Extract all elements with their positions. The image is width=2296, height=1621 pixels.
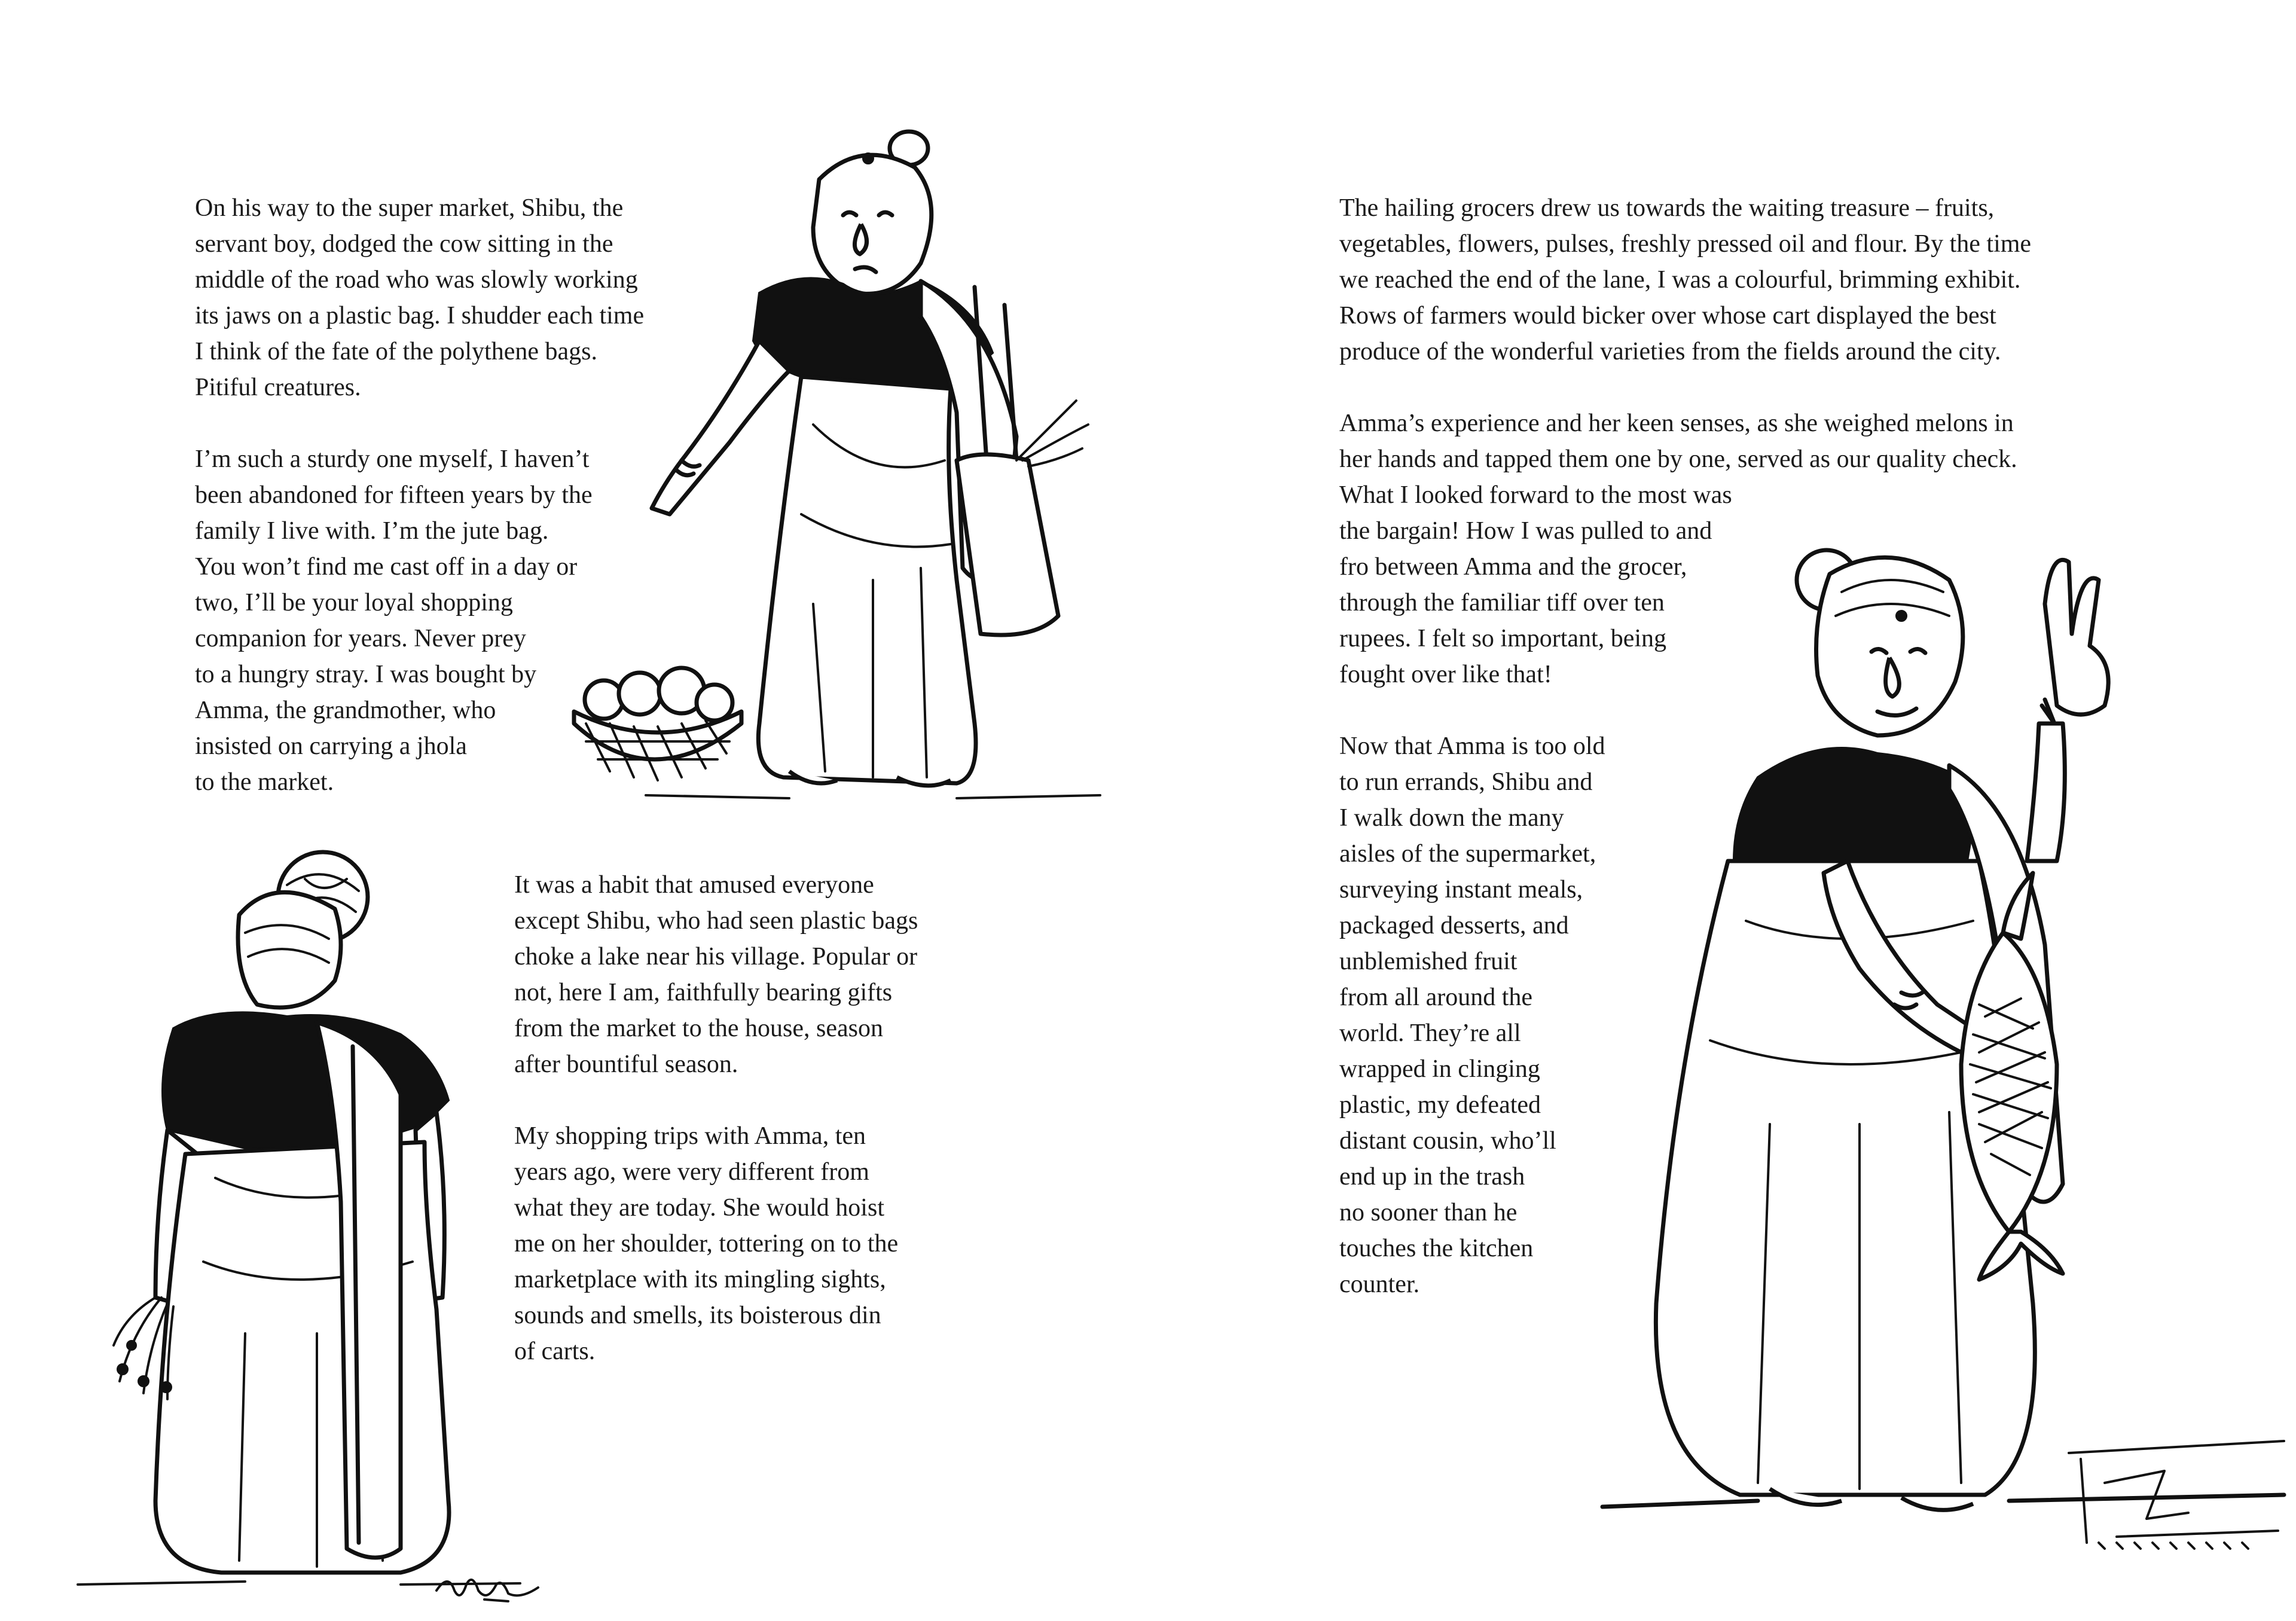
- paragraph-jute-bag: I’m such a sturdy one myself, I haven’t been abandoned for fifteen years by the family I live with. I’m the jute bag. You won’t find me cast off in a day or two, I’ll be your loyal shopping companion for years. Never prey to a hungry stray. I was bought by Amma, the grandmother, who insisted on carrying a jhola to the market.: [195, 445, 593, 796]
- amma-with-jute-bag-illustration: [562, 126, 1148, 813]
- paragraph-shibu-cow: On his way to the super market, Shibu, the servant boy, dodged the cow sitting in the middle of the road who was slowly working its jaws on a plastic bag. I shudder each time I think of the fate of the polythene bags. Pitiful creatures.: [195, 194, 645, 401]
- middle-column-text: [514, 867, 969, 1369]
- paragraph-shopping-trips: My shopping trips with Amma, ten years ago, were very different from what they are today. She would hoist me on her shoulder, tottering on to the marketplace with its mingling sights, sounds and smells, its boisterous din of carts.: [514, 1122, 899, 1365]
- paragraph-habit: It was a habit that amused everyone except Shibu, who had seen plastic bags choke a lake near his village. Popular or not, here I am, faithfully bearing gifts from the market to the house, season after bountiful season.: [514, 871, 918, 1078]
- paragraph-supermarket: Now that Amma is too old to run errands, Shibu and I walk down the many aisles of the supermarket, surveying instant meals, packaged desserts, and unblemished fruit from all around the world. They’re all wrapped in clinging plastic, my defeated distant cousin, who’ll end up in the trash no sooner than he touches the kitchen counter.: [1339, 732, 1605, 1298]
- artist-signature: [430, 1567, 550, 1608]
- amma-back-view-illustration: [66, 843, 532, 1596]
- amma-with-fish-illustration: [1590, 526, 2296, 1555]
- paragraph-grocers: The hailing grocers drew us towards the waiting treasure – fruits, vegetables, flowers, pulses, freshly pressed oil and flour. By the time we reached the end of the lane, I was a colourful, brimming exhibit. Rows of farmers would bicker over whose cart displayed the best produce of the wonderful varieties from the fields around the city.: [1339, 194, 2032, 365]
- paragraph-amma-experience: Amma’s experience and her keen senses, as she weighed melons in her hands and tapped them one by one, served as our quality check. What I looked forward to the most was the bargain! How I was pulled to and fro between Amma and the grocer, through the familiar tiff over ten rupees. I felt so important, being fought over like that!: [1339, 410, 2017, 688]
